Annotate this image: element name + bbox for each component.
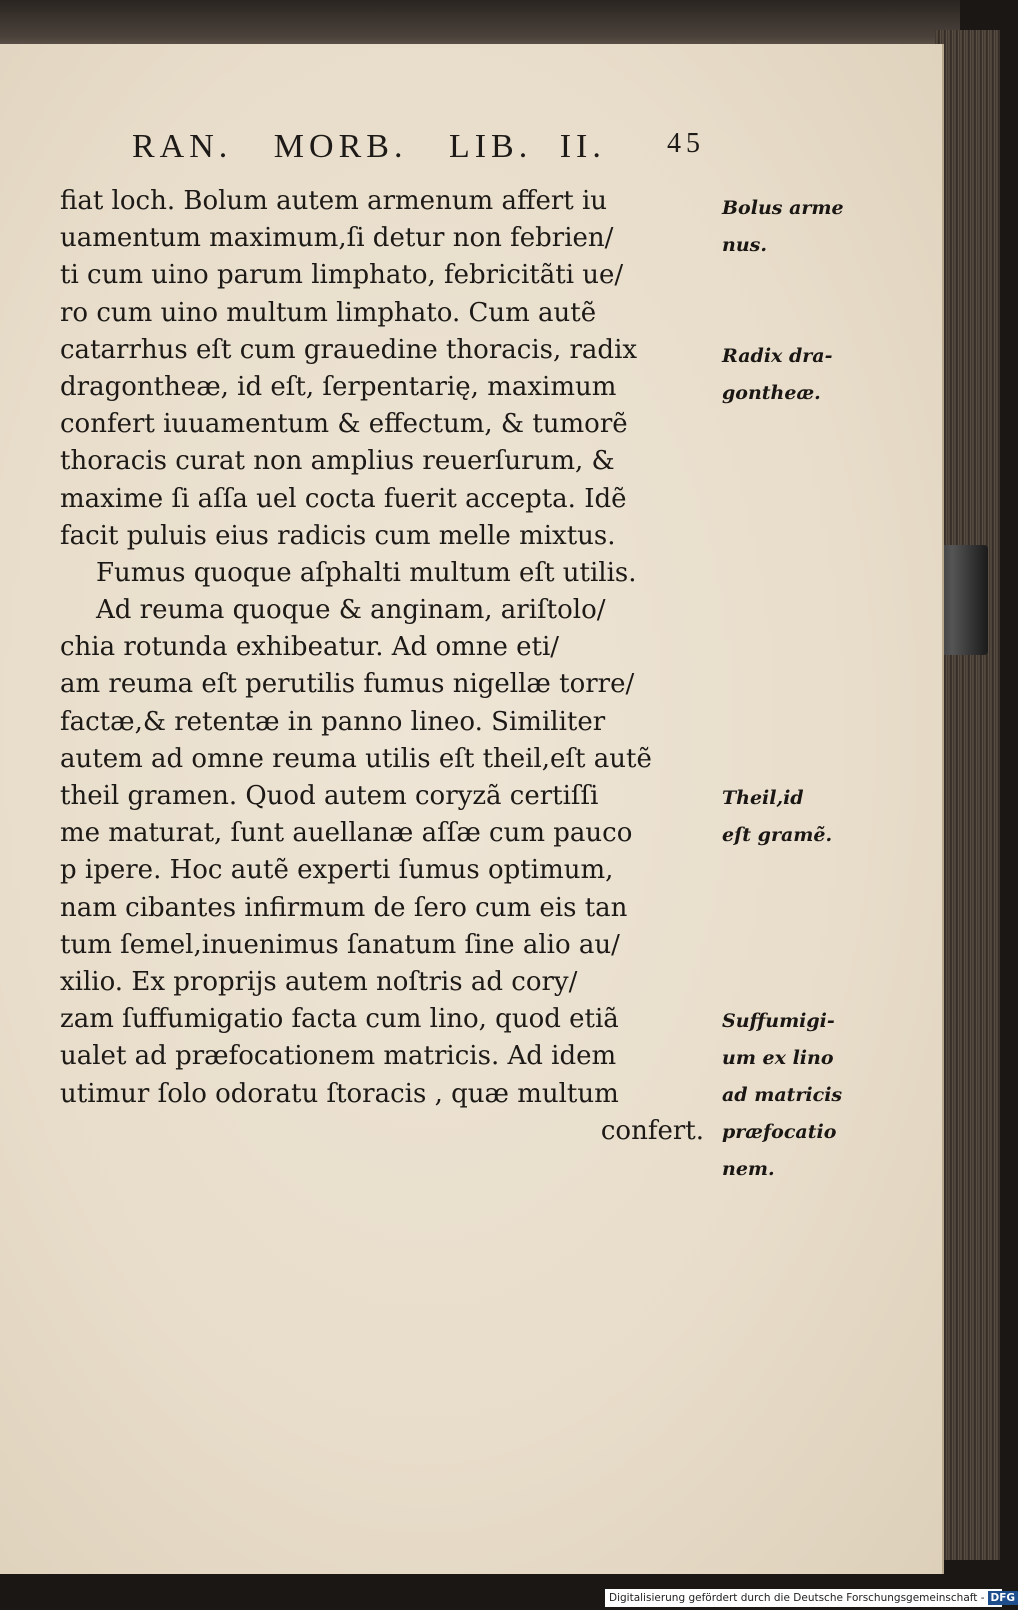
text-line: Fumus quoque aſphalti multum eſt utilis. bbox=[96, 557, 637, 588]
text-line: factæ,& retentæ in panno lineo. Similiter bbox=[60, 706, 606, 737]
text-line: chia rotunda exhibeatur. Ad omne eti/ bbox=[60, 632, 560, 663]
text-line: ti cum uino parum limphato, febricitãti ue/ bbox=[60, 260, 624, 291]
text-line: xilio. Ex proprijs autem noſtris ad cory/ bbox=[60, 966, 578, 997]
text-line: zam ſuffumigatio facta cum lino, quod etiã bbox=[60, 1004, 619, 1035]
digitization-footer bbox=[605, 1589, 1016, 1607]
marginal-note bbox=[722, 338, 852, 412]
marginal-note-line: Radix dra- bbox=[722, 345, 833, 367]
marginal-note bbox=[722, 1003, 852, 1188]
text-line: facit puluis eius radicis cum melle mixtus. bbox=[60, 520, 616, 551]
text-line: dragontheæ, id eſt, ſerpentarię, maximum bbox=[60, 371, 617, 402]
body-text bbox=[60, 183, 710, 1150]
marginal-note bbox=[722, 190, 852, 264]
running-head-part: MORB. bbox=[273, 128, 408, 165]
text-line: utimur ſolo odoratu ſtoracis , quæ multum bbox=[60, 1078, 619, 1109]
text-line: nam cibantes inﬁrmum de ſero cum eis tan bbox=[60, 892, 628, 923]
text-line: catarrhus eſt cum grauedine thoracis, radix bbox=[60, 334, 638, 365]
marginal-note-line: nus. bbox=[722, 234, 767, 256]
text-line: theil gramen. Quod autem coryzã certiſſi bbox=[60, 781, 599, 811]
text-line: uamentum maximum,ſi detur non febrien/ bbox=[60, 223, 614, 254]
dfg-logo: DFG bbox=[988, 1591, 1018, 1605]
text-line: confert iuuamentum & effectum, & tumorẽ bbox=[60, 409, 628, 440]
marginal-note-line: præfocatio bbox=[722, 1121, 837, 1143]
text-line: autem ad omne reuma utilis eſt theil,eſt autẽ bbox=[60, 743, 652, 774]
running-head-part: RAN. bbox=[132, 128, 233, 165]
text-line: p ipere. Hoc autẽ experti ſumus optimum, bbox=[60, 855, 614, 886]
text-line: me maturat, ſunt auellanæ aſſæ cum pauco bbox=[60, 818, 633, 849]
text-line: tum ſemel,inuenimus ſanatum ſine alio au/ bbox=[60, 929, 620, 960]
marginal-note-line: Theil,id bbox=[722, 787, 804, 809]
text-line: Ad reuma quoque & anginam, ariſtolo/ bbox=[96, 595, 606, 626]
text-line: ro cum uino multum limphato. Cum autẽ bbox=[60, 297, 597, 328]
marginal-note-line: um ex lino bbox=[722, 1047, 834, 1069]
marginal-note-line: Suffumigi- bbox=[722, 1010, 835, 1032]
marginal-note-line: nem. bbox=[722, 1158, 775, 1180]
text-line: ualet ad præfocationem matricis. Ad idem bbox=[60, 1041, 617, 1072]
page-number: 45 bbox=[667, 128, 705, 159]
marginal-note bbox=[722, 780, 852, 854]
marginal-note-line: gontheæ. bbox=[722, 382, 821, 404]
running-head-part: LIB. bbox=[448, 128, 533, 165]
text-line: am reuma eſt perutilis fumus nigellæ torre/ bbox=[60, 669, 635, 700]
marginal-note-line: Bolus arme bbox=[722, 197, 844, 219]
text-line: thoracis curat non amplius reuerſurum, & bbox=[60, 446, 615, 477]
running-head-part: II. bbox=[559, 128, 606, 165]
text-line: maxime ſi aſſa uel cocta fuerit accepta. Idẽ bbox=[60, 483, 627, 514]
marginal-note-line: ad matricis bbox=[722, 1084, 843, 1106]
footer-text: Digitalisierung gefördert durch die Deutsche Forschungsgemeinschaft - bbox=[609, 1592, 985, 1604]
marginal-note-line: eſt gramẽ. bbox=[722, 824, 833, 846]
text-line: confert. bbox=[600, 1115, 704, 1146]
page-edges bbox=[935, 30, 1000, 1560]
running-head bbox=[132, 128, 732, 168]
text-line: ﬁat loch. Bolum autem armenum affert iu bbox=[60, 186, 608, 216]
